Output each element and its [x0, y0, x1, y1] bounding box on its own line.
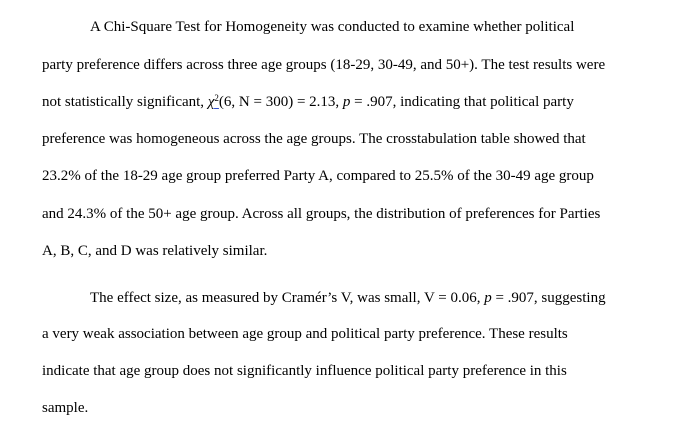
paragraph2-line4: sample.	[42, 400, 89, 416]
p-symbol-2: p	[484, 290, 492, 306]
paragraph1-line1: A Chi-Square Test for Homogeneity was conducted to examine whether political	[90, 19, 575, 35]
paragraph1-line3-pre: not statistically significant,	[42, 94, 208, 110]
chi-superscript: 2	[214, 93, 219, 103]
p-symbol: p	[342, 94, 351, 110]
chi-symbol: χ	[207, 94, 215, 110]
paragraph1-line4: preference was homogeneous across the age groups. The crosstabulation table showed that	[42, 131, 586, 147]
paragraph1-line3	[42, 93, 574, 111]
paragraph2-line1	[90, 289, 606, 307]
paragraph1-line5: 23.2% of the 18-29 age group preferred Party A, compared to 25.5% of the 30-49 age group	[42, 168, 594, 184]
paragraph1-line2: party preference differs across three age groups (18-29, 30-49, and 50+). The test results were	[42, 57, 606, 73]
paragraph2-line2: a very weak association between age group and political party preference. These results	[42, 326, 568, 342]
paragraph1-line6: and 24.3% of the 50+ age group. Across all groups, the distribution of preferences for Parties	[42, 206, 601, 222]
paragraph1-line3-post: = .907, indicating that political party	[350, 94, 574, 110]
paragraph1-line7: A, B, C, and D was relatively similar.	[42, 243, 268, 259]
paragraph2-line3: indicate that age group does not significantly influence political party preference in this	[42, 363, 567, 379]
paragraph2-line1-post: = .907, suggesting	[491, 290, 606, 306]
paragraph2-line1-pre: The effect size, as measured by Cramér’s V, was small, V = 0.06,	[90, 290, 485, 306]
paragraph1-line3-mid: (6, N = 300) = 2.13,	[218, 94, 343, 110]
chi-square-symbol	[208, 94, 219, 110]
